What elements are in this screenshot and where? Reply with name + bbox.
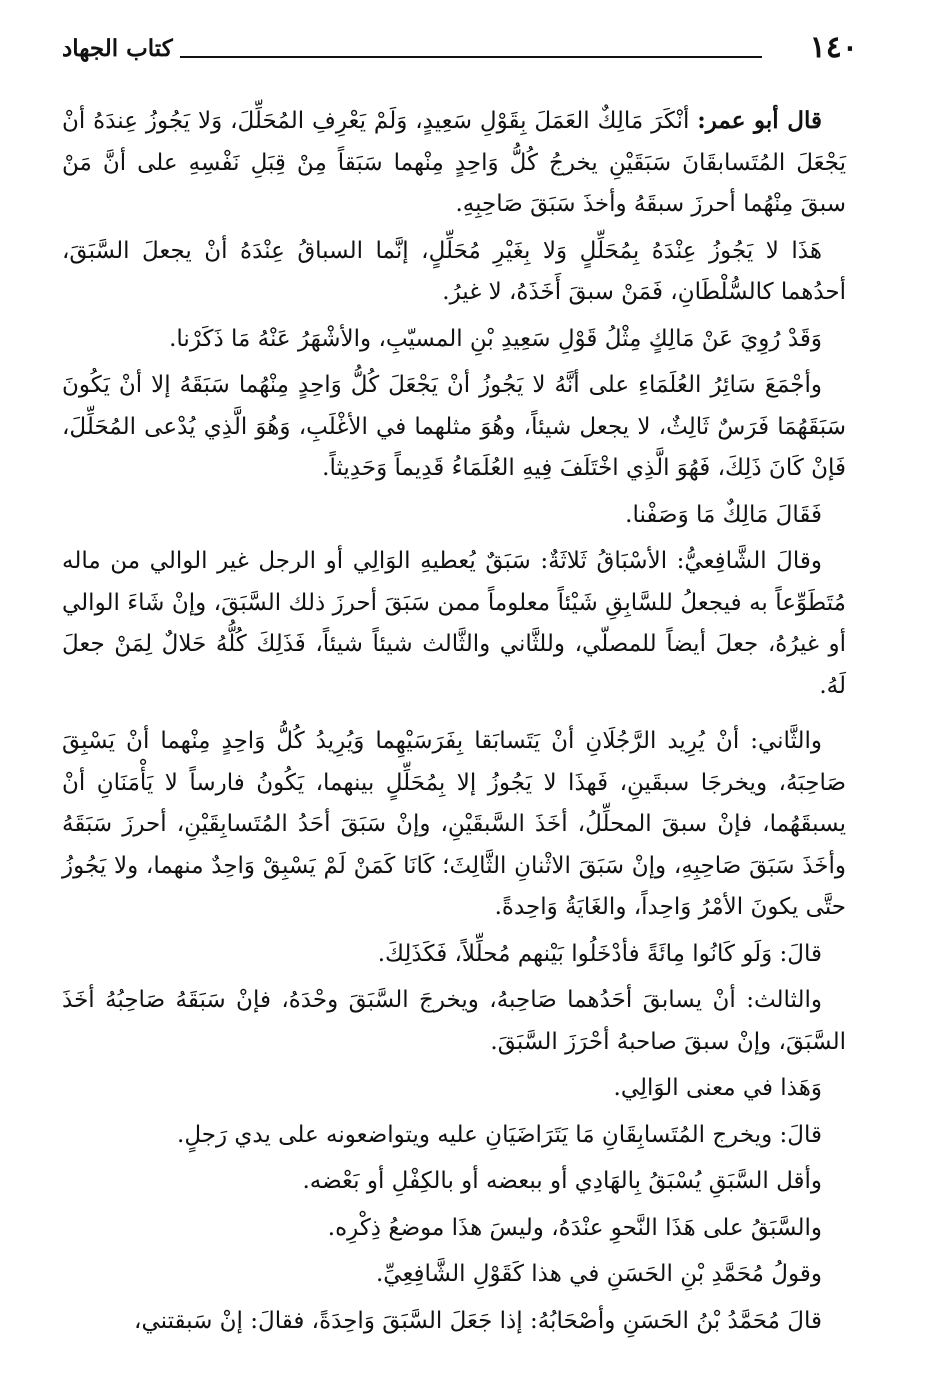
- paragraph: وَقَدْ رُوِيَ عَنْ مَالِكٍ مِثْلُ قَوْلِ سَعِيدِ بْنِ المسيّبِ، والأشْهَرُ عَنْهُ مَا ذَكَرْنا.: [169, 325, 822, 352]
- paragraph: وأقل السَّبَقِ يُسْبَقُ بِالهَادِي أو ببعضه أو بالكِفْلِ أو بَعْضه.: [302, 1168, 822, 1194]
- paragraph: وقالَ الشَّافِعيُّ: الأسْبَاقُ ثَلاثَةٌ: سَبَقٌ يُعطيهِ الوَالِي أو الرجل غير الوالي من ماله مُتَطَوِّعاً به فيجعلُ للسَّابِقِ شَيْئاً معلوماً ممن سَبَقَ أحرزَ ذلك السَّبَقَ، وإنْ شَاءَ الوالي أو غيرُهُ، جعلَ أيضاً للمصلّي، وللثَّاني والثَّالث شيئاً شيئاً، فَذَلِكَ كُلُّهُ حَلالٌ لِمَنْ جعلَ لَهُ.: [62, 548, 846, 699]
- paragraph: وَهَذا في معنى الوَالِي.: [613, 1075, 822, 1101]
- paragraph: والسَّبَقُ على هَذَا النَّحوِ عنْدَهُ، وليسَ هذَا موضعُ ذِكْرِه.: [327, 1214, 822, 1241]
- paragraph: وقولُ مُحَمَّدِ بْنِ الحَسَنِ في هذا كَقَوْلِ الشَّافِعِيِّ.: [375, 1261, 822, 1287]
- paragraph: وأجْمَعَ سَائِرُ العُلَمَاءِ على أنَّهُ لا يَجُوزُ أنْ يَجْعَلَ كُلُّ وَاحِدٍ مِنْهُما سَبَقَهُ إلا أنْ يَكُونَ سَبَقَهُمَا فَرَسٌ ثَالِثٌ، لا يجعل شيئاً، وهُوَ مثلهما في الأغْلَبِ، وَهُوَ الَّذِي يُدْعى المُحَلِّلَ، فَإنْ كَانَ ذَلِكَ، فَهُوَ الَّذِي اخْتَلَفَ فِيهِ العُلَمَاءُ قَدِيماً وَحَدِيثاً.: [62, 372, 846, 481]
- paragraph: قالَ: وَلَو كَانُوا مِائَةً فأدْخَلُوا بَيْنهم مُحلِّلاً، فَكَذَلِكَ.: [377, 940, 822, 967]
- paragraph: والثالث: أنْ يسابقَ أحَدُهما صَاحِبهُ، ويخرجَ السَّبَقَ وحْدَهُ، فإنْ سَبَقَهُ صَاحِبُهُ أخَذَ السَّبَقَ، وإنْ سبقَ صاحبهُ أحْرَزَ السَّبَقَ.: [62, 987, 846, 1055]
- running-title: كتاب الجهاد: [62, 35, 173, 62]
- paragraph: فَقَالَ مَالِكٌ مَا وَصَفْنا.: [625, 501, 822, 528]
- header-rule: [180, 56, 762, 58]
- paragraph: والثَّاني: أنْ يُرِيد الرَّجُلَانِ أنْ يَتَسابَقا بِفَرَسَيْهِما وَيُرِيدُ كُلُّ وَاحِدٍ مِنْهما أنْ يَسْبِقَ صَاحِبَهُ، ويخرجَا سبقَينِ، فَهذَا لا يَجُوزُ إلا بِمُحَلِّلٍ بينهما، يَكُونُ فارساً لا يَأْمَنَانِ أنْ يسبقَهُما، فإنْ سبقَ المحلِّلُ، أخَذَ السَّبقَيْنِ، وإنْ سَبَقَ أحَدُ المُتَسابِقَيْنِ، أحرزَ سَبَقَهُ وأخَذَ سَبَقَ صَاحِبِهِ، وإنْ سَبَقَ الاثْنانِ الثَّالِثَ؛ كَانَا كَمَنْ لَمْ يَسْبِقْ وَاحِدٌ منهما، ولا يَجُوزُ حتَّى يكونَ الأمْرُ وَاحِداً، والغَايَةُ وَاحِدةً.: [62, 728, 846, 920]
- page-header: [62, 30, 858, 70]
- paragraph: [62, 100, 846, 226]
- paragraph-text: أنْكَرَ مَالِكٌ العَمَلَ بِقَوْلِ سَعِيدٍ، وَلَمْ يَعْرِفِ المُحَلِّلَ، وَلا يَجُوزُ عِندَهُ أنْ يَجْعَلَ المُتَسابقَانَ سَبَقَيْنِ يخرجُ كُلُّ وَاحِدٍ مِنْهما سَبَقاً مِنْ قِبَلِ نَفْسِهِ على أنَّ مَنْ سبقَ مِنْهُما أحرزَ سبقَهُ وأخذَ سَبَقَ صَاحِبِهِ.: [62, 108, 846, 217]
- paragraph: هَذَا لا يَجُوزُ عِنْدَهُ بِمُحَلِّلٍ وَلا بِغَيْرِ مُحَلِّلٍ، إنَّما السباقُ عِنْدَهُ أنْ يجعلَ السَّبَقَ، أحدُهما كالسُّلْطَانِ، فَمَنْ سبقَ أَخَذَهُ، لا غيرُ.: [62, 237, 846, 305]
- page-number: ١٤٠: [809, 30, 858, 65]
- paragraph: قالَ مُحَمَّدُ بْنُ الحَسَنِ وأصْحَابُهُ: إذا جَعَلَ السَّبَقَ وَاحِدَةً، فقالَ: إنْ سَبقتني،: [134, 1307, 822, 1334]
- body-text: [62, 100, 846, 1347]
- speaker-label: قال أبو عمر:: [697, 107, 822, 134]
- paragraph: قالَ: ويخرج المُتَسابِقَانِ مَا يَتَرَاضَيَانِ عليه ويتواضعونه على يدي رَجلٍ.: [177, 1121, 822, 1148]
